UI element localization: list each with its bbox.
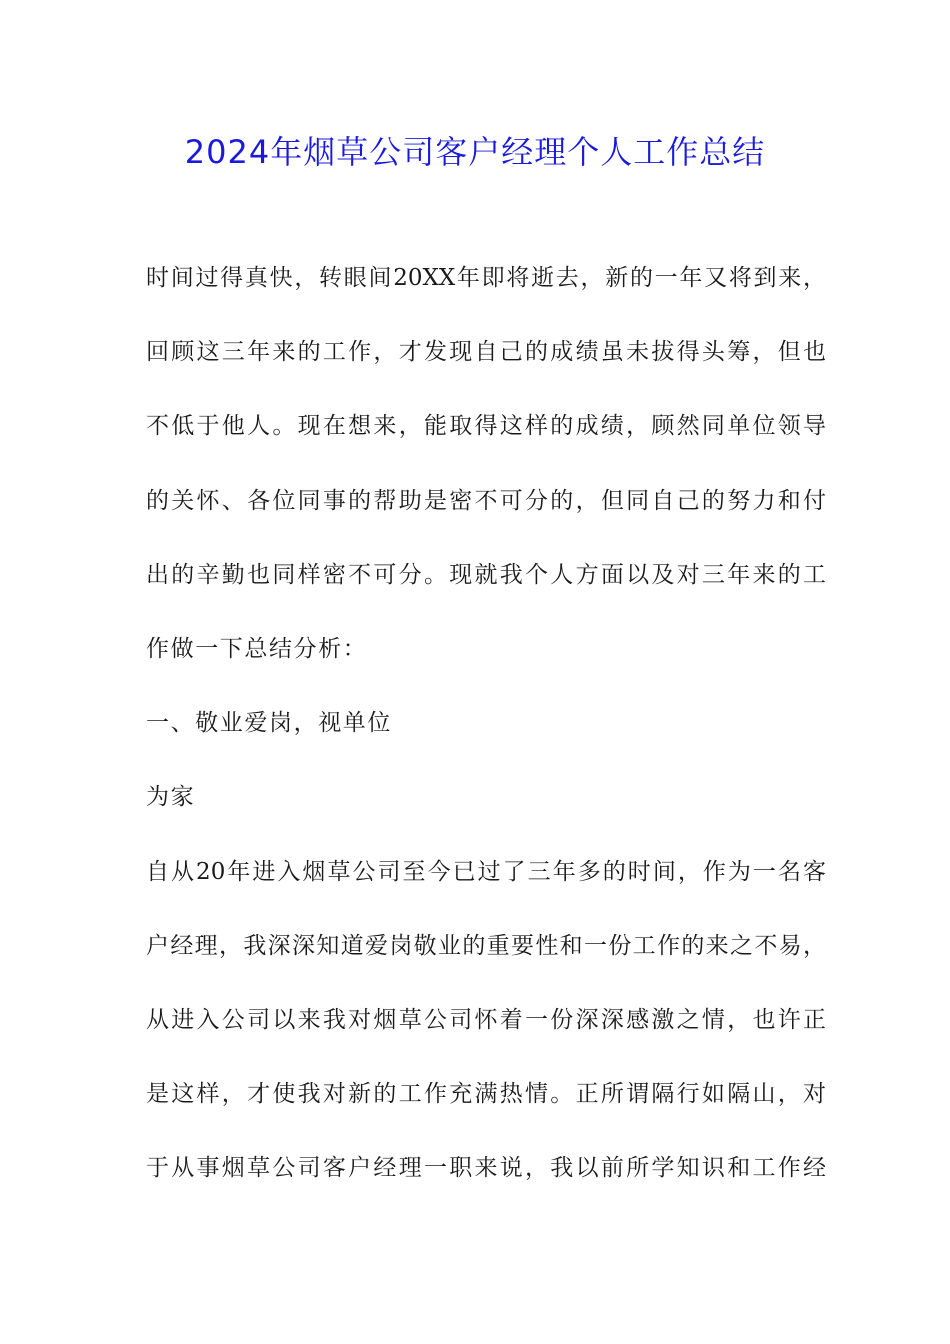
body-line: 的关怀、各位同事的帮助是密不可分的，但同自己的努力和付 <box>146 487 826 514</box>
body-line: 作做一下总结分析： <box>146 635 368 662</box>
body-line: 从进入公司以来我对烟草公司怀着一份深深感激之情，也许正 <box>146 1006 826 1033</box>
body-line: 是这样，才使我对新的工作充满热情。正所谓隔行如隔山，对 <box>146 1081 826 1108</box>
section-heading: 一、敬业爱岗，视单位 <box>146 710 392 737</box>
body-line: 出的辛勤也同样密不可分。现就我个人方面以及对三年来的工 <box>146 561 826 588</box>
body-line: 回顾这三年来的工作，才发现自己的成绩虽未拔得头筹，但也 <box>146 339 826 366</box>
body-line: 不低于他人。现在想来，能取得这样的成绩，顾然同单位领导 <box>146 413 826 440</box>
body-line: 自从20年进入烟草公司至今已过了三年多的时间，作为一名客 <box>146 858 826 885</box>
body-line: 时间过得真快，转眼间20XX年即将逝去，新的一年又将到来， <box>146 265 826 291</box>
document-body <box>146 260 826 1224</box>
body-line: 于从事烟草公司客户经理一职来说，我以前所学知识和工作经 <box>146 1155 826 1182</box>
document-title: 2024年烟草公司客户经理个人工作总结 <box>184 133 766 171</box>
section-heading-continuation: 为家 <box>146 784 196 811</box>
body-line: 户经理，我深深知道爱岗敬业的重要性和一份工作的来之不易， <box>146 932 826 959</box>
